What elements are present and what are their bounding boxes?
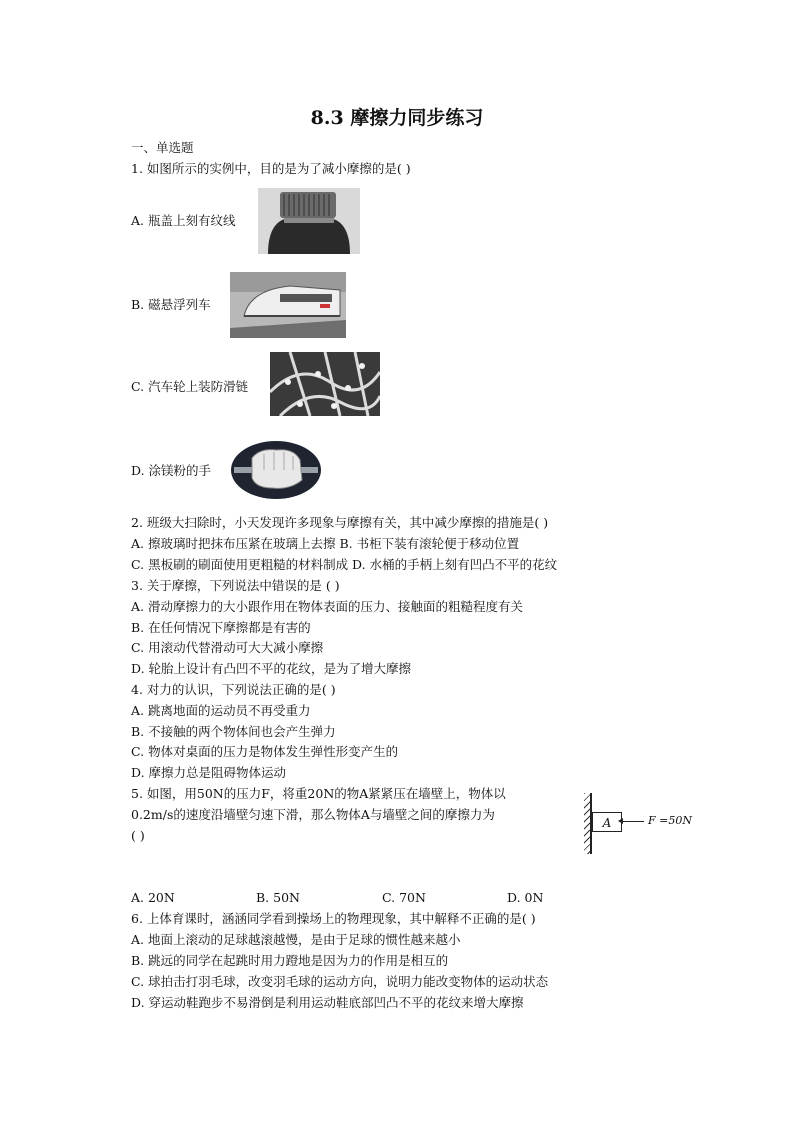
q1-option-b: B. 磁悬浮列车 [131, 297, 211, 312]
q5-option-a: A. 20N [131, 890, 175, 905]
q4-stem: 4. 对力的认识，下列说法正确的是( ) [131, 682, 336, 697]
q5-stem-line3: ( ) [131, 828, 145, 843]
q4-option-c: C. 物体对桌面的压力是物体发生弹性形变产生的 [131, 744, 399, 759]
q3-option-d: D. 轮胎上设计有凸凹不平的花纹，是为了增大摩擦 [131, 661, 412, 676]
q2-options-ab: A. 擦玻璃时把抹布压紧在玻璃上去擦 B. 书柜下装有滚轮便于移动位置 [131, 536, 520, 551]
q3-option-a: A. 滑动摩擦力的大小跟作用在物体表面的压力、接触面的粗糙程度有关 [131, 599, 523, 614]
q5-stem-line1: 5. 如图，用50N的压力F，将重20N的物A紧紧压在墙壁上，物体以 [131, 786, 506, 801]
q6-option-a: A. 地面上滚动的足球越滚越慢，是由于足球的惯性越来越小 [131, 932, 461, 947]
force-label: F =50N [648, 814, 692, 827]
q6-option-d: D. 穿运动鞋跑步不易滑倒是利用运动鞋底部凹凸不平的花纹来增大摩擦 [131, 995, 524, 1010]
q3-option-c: C. 用滚动代替滑动可大大减小摩擦 [131, 640, 324, 655]
q5-option-c: C. 70N [382, 890, 426, 905]
chalked-hand-image [230, 440, 322, 500]
q4-option-d: D. 摩擦力总是阻碍物体运动 [131, 765, 287, 780]
snow-chain-image [270, 352, 380, 416]
maglev-train-image [230, 272, 346, 338]
q3-option-b: B. 在任何情况下摩擦都是有害的 [131, 620, 311, 635]
q1-stem: 1. 如图所示的实例中，目的是为了减小摩擦的是( ) [131, 161, 411, 176]
q5-option-b: B. 50N [256, 890, 300, 905]
page-title: 8.3 摩擦力同步练习 [310, 107, 484, 129]
q2-stem: 2. 班级大扫除时，小天发现许多现象与摩擦有关，其中减少摩擦的措施是( ) [131, 515, 549, 530]
force-arrow [622, 821, 644, 822]
section-heading: 一、单选题 [131, 140, 194, 155]
q6-option-b: B. 跳远的同学在起跳时用力蹬地是因为力的作用是相互的 [131, 953, 449, 968]
q6-stem: 6. 上体育课时，涵涵同学看到操场上的物理现象，其中解释不正确的是( ) [131, 911, 536, 926]
q6-option-c: C. 球拍击打羽毛球，改变羽毛球的运动方向，说明力能改变物体的运动状态 [131, 974, 549, 989]
q4-option-a: A. 跳离地面的运动员不再受重力 [131, 703, 311, 718]
q5-stem-line2: 0.2m/s的速度沿墙壁匀速下滑，那么物体A与墙壁之间的摩擦力为 [131, 807, 495, 822]
q1-option-c: C. 汽车轮上装防滑链 [131, 379, 249, 394]
q4-option-b: B. 不接触的两个物体间也会产生弹力 [131, 724, 336, 739]
q5-option-d: D. 0N [507, 890, 544, 905]
block-a: A [592, 812, 622, 832]
q2-options-cd: C. 黑板刷的刷面使用更粗糙的材料制成 D. 水桶的手柄上刻有凹凸不平的花纹 [131, 557, 558, 572]
q1-option-d: D. 涂镁粉的手 [131, 463, 212, 478]
bottle-cap-image [258, 188, 360, 254]
q1-option-a: A. 瓶盖上刻有纹线 [131, 213, 236, 228]
q3-stem: 3. 关于摩擦，下列说法中错误的是 ( ) [131, 578, 340, 593]
